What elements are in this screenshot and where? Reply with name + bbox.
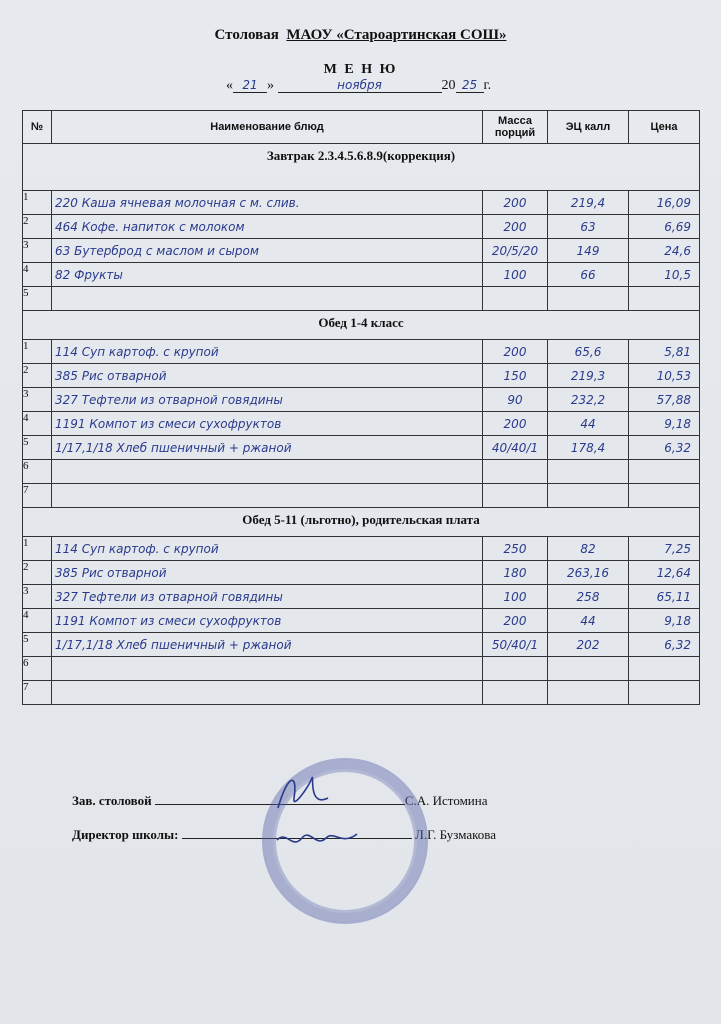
- table-row: [23, 191, 700, 215]
- table-row: [23, 287, 700, 311]
- row-number: 1: [23, 191, 52, 215]
- dish-name: 327 Тефтели из отварной говядины: [52, 388, 483, 412]
- portion-mass: 180: [483, 561, 548, 585]
- row-number: 7: [23, 681, 52, 705]
- column-header-price: Цена: [629, 111, 700, 144]
- portion-mass: 40/40/1: [483, 436, 548, 460]
- dish-name: 385 Рис отварной: [52, 364, 483, 388]
- section-header: [23, 508, 700, 537]
- menu-heading: М Е Н Ю: [323, 62, 398, 77]
- calories: 63: [548, 215, 629, 239]
- table-row: [23, 537, 700, 561]
- calories: 44: [548, 412, 629, 436]
- calories: 232,2: [548, 388, 629, 412]
- price: 7,25: [629, 537, 700, 561]
- price: 5,81: [629, 340, 700, 364]
- school-name: МАОУ «Староартинская СОШ»: [286, 27, 507, 43]
- director-label: Директор школы:: [72, 827, 179, 842]
- column-header-name: Наименование блюд: [52, 111, 483, 144]
- dish-name: 114 Суп картоф. с крупой: [52, 340, 483, 364]
- row-number: 4: [23, 263, 52, 287]
- canteen-head-name: С.А. Истомина: [404, 793, 488, 808]
- dish-name: 1191 Компот из смеси сухофруктов: [52, 609, 483, 633]
- row-number: 5: [23, 633, 52, 657]
- dish-name: 1/17,1/18 Хлеб пшеничный + ржаной: [52, 436, 483, 460]
- row-number: 1: [23, 537, 52, 561]
- section-title: Обед 1-4 класс: [23, 311, 700, 340]
- row-number: 4: [23, 412, 52, 436]
- table-row: [23, 239, 700, 263]
- dish-name: [52, 287, 483, 311]
- calories: [548, 484, 629, 508]
- dish-name: 1/17,1/18 Хлеб пшеничный + ржаной: [52, 633, 483, 657]
- price: 24,6: [629, 239, 700, 263]
- portion-mass: 150: [483, 364, 548, 388]
- calories: 82: [548, 537, 629, 561]
- calories: 178,4: [548, 436, 629, 460]
- price: 57,88: [629, 388, 700, 412]
- calories: 219,3: [548, 364, 629, 388]
- row-number: 2: [23, 215, 52, 239]
- dish-name: 220 Каша ячневая молочная с м. слив.: [52, 191, 483, 215]
- calories: 149: [548, 239, 629, 263]
- portion-mass: 200: [483, 191, 548, 215]
- table-row: [23, 388, 700, 412]
- table-row: [23, 585, 700, 609]
- portion-mass: 200: [483, 609, 548, 633]
- dish-name: 464 Кофе. напиток с молоком: [52, 215, 483, 239]
- year-suffix: 25: [456, 78, 484, 93]
- dish-name: [52, 460, 483, 484]
- dish-name: 63 Бутерброд с маслом и сыром: [52, 239, 483, 263]
- row-number: 3: [23, 388, 52, 412]
- calories: 65,6: [548, 340, 629, 364]
- date-day: 21: [233, 78, 267, 93]
- portion-mass: [483, 657, 548, 681]
- dish-name: 385 Рис отварной: [52, 561, 483, 585]
- row-number: 6: [23, 460, 52, 484]
- table-row: [23, 364, 700, 388]
- calories: [548, 460, 629, 484]
- table-header: [23, 111, 700, 144]
- row-number: 2: [23, 561, 52, 585]
- dish-name: 114 Суп картоф. с крупой: [52, 537, 483, 561]
- price: 6,32: [629, 436, 700, 460]
- row-number: 1: [23, 340, 52, 364]
- table-row: [23, 484, 700, 508]
- canteen-label: Зав. столовой: [72, 793, 152, 808]
- calories: [548, 657, 629, 681]
- row-number: 6: [23, 657, 52, 681]
- calories: 66: [548, 263, 629, 287]
- director-name: Л.Г. Бузмакова: [415, 827, 497, 842]
- table-row: [23, 436, 700, 460]
- portion-mass: 20/5/20: [483, 239, 548, 263]
- menu-date: « 21 » ноября 20 25 г.: [226, 78, 492, 93]
- dish-name: 327 Тефтели из отварной говядины: [52, 585, 483, 609]
- row-number: 3: [23, 585, 52, 609]
- portion-mass: [483, 484, 548, 508]
- calories: 202: [548, 633, 629, 657]
- table-row: [23, 657, 700, 681]
- portion-mass: 250: [483, 537, 548, 561]
- price: 9,18: [629, 412, 700, 436]
- title-prefix: Столовая: [214, 27, 279, 43]
- column-header-num: №: [23, 111, 52, 144]
- column-header-kcal: ЭЦ калл: [548, 111, 629, 144]
- dish-name: [52, 657, 483, 681]
- calories: 263,16: [548, 561, 629, 585]
- portion-mass: 90: [483, 388, 548, 412]
- calories: 219,4: [548, 191, 629, 215]
- price: 10,5: [629, 263, 700, 287]
- director-signature: [272, 820, 362, 860]
- portion-mass: [483, 681, 548, 705]
- portion-mass: 100: [483, 263, 548, 287]
- table-row: [23, 561, 700, 585]
- calories: 44: [548, 609, 629, 633]
- portion-mass: 200: [483, 215, 548, 239]
- price: [629, 484, 700, 508]
- portion-mass: 200: [483, 340, 548, 364]
- dish-name: 1191 Компот из смеси сухофруктов: [52, 412, 483, 436]
- price: 10,53: [629, 364, 700, 388]
- portion-mass: 200: [483, 412, 548, 436]
- table-row: [23, 460, 700, 484]
- table-row: [23, 609, 700, 633]
- price: 16,09: [629, 191, 700, 215]
- menu-table: [22, 110, 700, 705]
- row-number: 5: [23, 436, 52, 460]
- price: [629, 460, 700, 484]
- menu-table-body: [23, 144, 700, 705]
- portion-mass: 100: [483, 585, 548, 609]
- price: 9,18: [629, 609, 700, 633]
- price: 12,64: [629, 561, 700, 585]
- row-number: 7: [23, 484, 52, 508]
- portion-mass: [483, 287, 548, 311]
- row-number: 3: [23, 239, 52, 263]
- table-row: [23, 412, 700, 436]
- row-number: 2: [23, 364, 52, 388]
- table-row: [23, 215, 700, 239]
- price: [629, 681, 700, 705]
- dish-name: [52, 484, 483, 508]
- section-header: [23, 144, 700, 191]
- row-number: 4: [23, 609, 52, 633]
- year-prefix: 20: [441, 78, 456, 93]
- dish-name: 82 Фрукты: [52, 263, 483, 287]
- section-header: [23, 311, 700, 340]
- table-row: [23, 633, 700, 657]
- section-title: Обед 5-11 (льготно), родительская плата: [23, 508, 700, 537]
- price: [629, 287, 700, 311]
- table-row: [23, 263, 700, 287]
- calories: 258: [548, 585, 629, 609]
- price: 65,11: [629, 585, 700, 609]
- price: 6,32: [629, 633, 700, 657]
- price: 6,69: [629, 215, 700, 239]
- dish-name: [52, 681, 483, 705]
- calories: [548, 681, 629, 705]
- row-number: 5: [23, 287, 52, 311]
- section-title: Завтрак 2.3.4.5.6.8.9(коррекция): [23, 144, 700, 191]
- canteen-signature: [268, 768, 338, 818]
- table-row: [23, 681, 700, 705]
- document-title: [0, 27, 721, 44]
- date-month: ноября: [278, 78, 442, 93]
- table-row: [23, 340, 700, 364]
- price: [629, 657, 700, 681]
- column-header-mass: Масса порций: [483, 111, 548, 144]
- portion-mass: [483, 460, 548, 484]
- portion-mass: 50/40/1: [483, 633, 548, 657]
- calories: [548, 287, 629, 311]
